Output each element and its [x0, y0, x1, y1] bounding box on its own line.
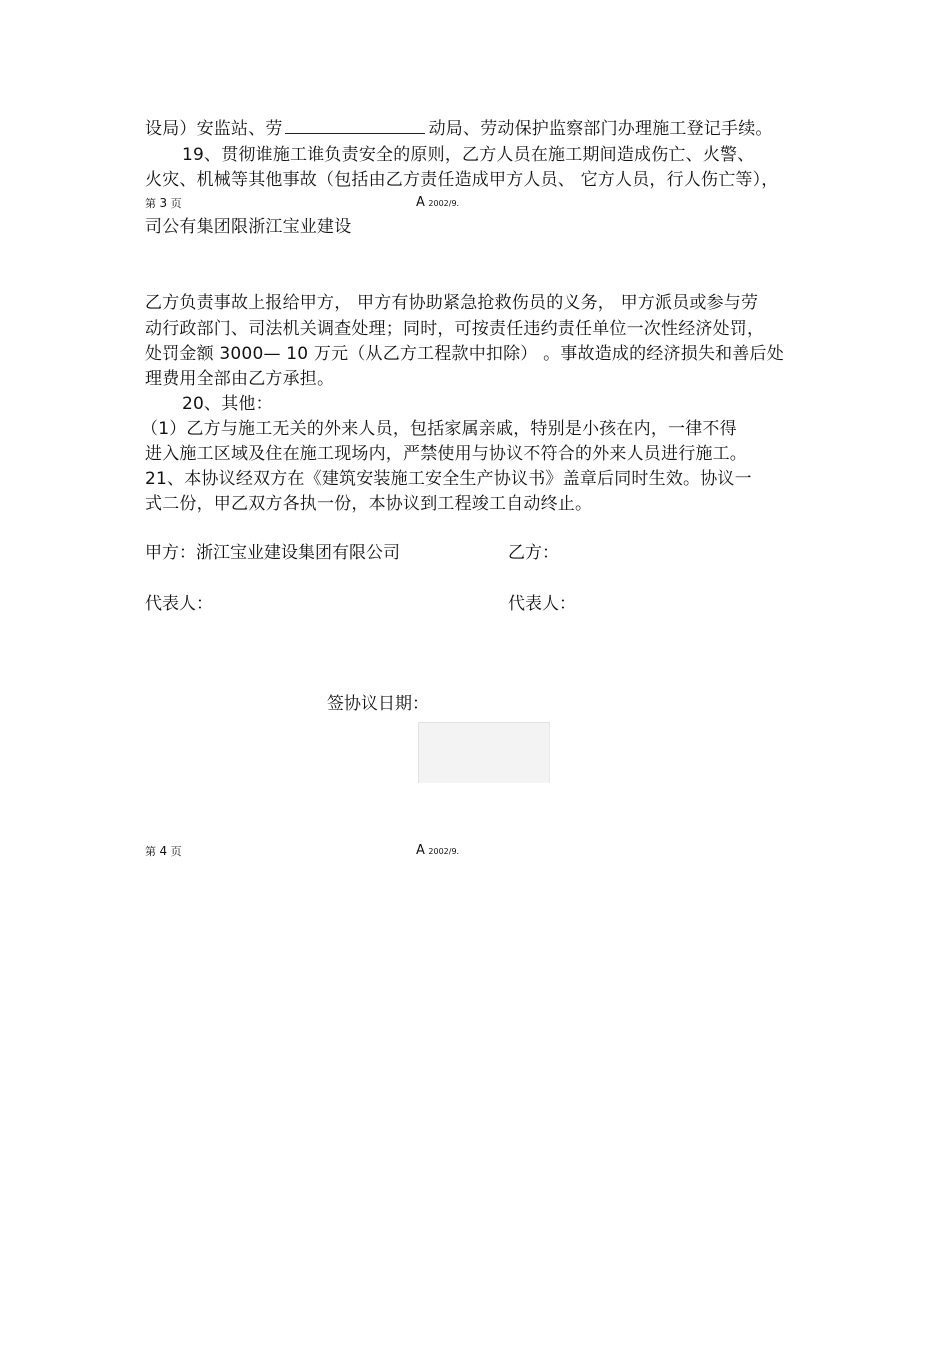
item-20-heading: 20、其他：: [182, 394, 273, 414]
footer-prefix: 第: [145, 845, 156, 858]
representative-a-label: 代表人：: [145, 594, 213, 614]
footer-prefix: 第: [145, 197, 156, 210]
sign-date-label: 签协议日期：: [327, 694, 429, 714]
footer-date: 2002/9.: [428, 199, 460, 208]
party-b-label: 乙方：: [508, 543, 559, 563]
footer-date: 2002/9.: [428, 847, 460, 856]
page-footer: [145, 196, 182, 211]
footer-code: [416, 844, 459, 859]
paragraph-line: 处罚金额 3000— 10 万元（从乙方工程款中扣除） 。事故造成的经济损失和善后处: [145, 344, 784, 364]
footer-page-number: 3: [159, 196, 168, 210]
item-19-line-1: 19、贯彻谁施工谁负责安全的原则，乙方人员在施工期间造成伤亡、火警、: [182, 145, 755, 165]
fill-in-blank: [285, 119, 425, 134]
footer-code-letter: A: [416, 195, 425, 210]
page-footer: [145, 844, 182, 859]
page-header-company: 司公有集团限浙江宝业建设: [145, 217, 352, 237]
representative-b-label: 代表人：: [508, 594, 576, 614]
item-20-1-line-2: 进入施工区域及住在施工现场内，严禁使用与协议不符合的外来人员进行施工。: [145, 444, 747, 464]
footer-code-letter: A: [416, 843, 425, 858]
footer-suffix: 页: [170, 197, 182, 210]
paragraph-line: 乙方负责事故上报给甲方， 甲方有协助紧急抢救伤员的义务， 甲方派员或参与劳: [145, 293, 759, 313]
stamp-placeholder-box: [418, 722, 550, 783]
item-20-1-line-1: （1）乙方与施工无关的外来人员，包括家属亲戚，特别是小孩在内，一律不得: [141, 419, 737, 439]
text-fragment: 设局）安监站、劳: [145, 119, 283, 139]
item-19-line-2: 火灾、机械等其他事故（包括由乙方责任造成甲方人员、 它方人员，行人伤亡等），: [145, 170, 779, 190]
item-21-line-1: 21、本协议经双方在《建筑安装施工安全生产协议书》盖章后同时生效。协议一: [145, 469, 752, 489]
footer-suffix: 页: [170, 845, 182, 858]
text-line: [145, 118, 773, 140]
footer-code: [416, 196, 459, 211]
text-fragment: 动局、劳动保护监察部门办理施工登记手续。: [428, 119, 773, 139]
paragraph-line: 动行政部门、司法机关调查处理；同时，可按责任违约责任单位一次性经济处罚，: [145, 319, 765, 339]
item-21-line-2: 式二份，甲乙双方各执一份，本协议到工程竣工自动终止。: [145, 494, 593, 514]
party-a-label: 甲方：浙江宝业建设集团有限公司: [145, 543, 400, 563]
footer-page-number: 4: [159, 844, 168, 858]
paragraph-line: 理费用全部由乙方承担。: [145, 369, 335, 389]
